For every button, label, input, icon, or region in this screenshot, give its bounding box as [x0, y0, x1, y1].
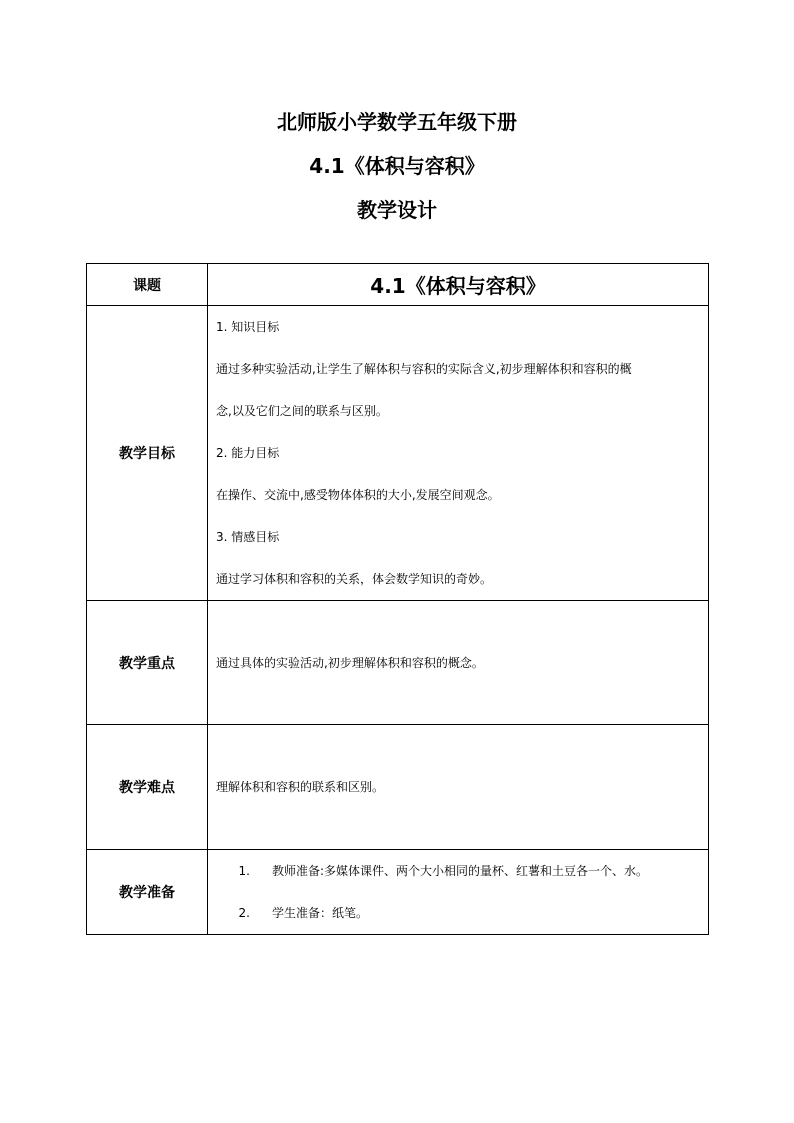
subject-label: 课题	[87, 264, 208, 306]
list-item-number: 1.	[238, 864, 250, 878]
objective-heading-knowledge: 1. 知识目标	[216, 320, 280, 334]
lesson-title: 4.1《体积与容积》	[309, 154, 485, 178]
preparation-content	[208, 850, 709, 935]
list-item-text: 学生准备：纸笔。	[272, 906, 369, 920]
preparation-label: 教学准备	[87, 850, 208, 935]
difficulties-text: 理解体积和容积的联系和区别。	[216, 780, 385, 794]
objectives-content	[208, 306, 709, 601]
table-row-subject	[87, 264, 709, 306]
difficulties-label: 教学难点	[87, 725, 208, 850]
objective-heading-ability: 2. 能力目标	[216, 446, 280, 460]
table-row-difficulties	[87, 725, 709, 850]
key-points-content	[208, 601, 709, 725]
document-header	[0, 100, 794, 232]
list-item	[216, 892, 702, 934]
objective-heading-emotion: 3. 情感目标	[216, 530, 280, 544]
objective-text-line: 在操作、交流中,感受物体体积的大小,发展空间观念。	[216, 488, 500, 502]
document-type-title: 教学设计	[357, 198, 437, 222]
list-item-number: 2.	[238, 906, 250, 920]
key-points-text: 通过具体的实验活动,初步理解体积和容积的概念。	[216, 655, 484, 670]
key-points-label: 教学重点	[87, 601, 208, 725]
textbook-title: 北师版小学数学五年级下册	[277, 110, 517, 134]
list-item-text: 教师准备:多媒体课件、两个大小相同的量杯、红薯和土豆各一个、水。	[272, 864, 649, 878]
subject-value: 4.1《体积与容积》	[208, 264, 709, 306]
table-row-key-points	[87, 601, 709, 725]
table-row-preparation	[87, 850, 709, 935]
objective-text-line: 念,以及它们之间的联系与区别。	[216, 404, 388, 418]
list-item	[216, 850, 702, 892]
table-row-objectives	[87, 306, 709, 601]
lesson-plan-table	[86, 263, 709, 935]
objectives-label: 教学目标	[87, 306, 208, 601]
objective-text-line: 通过多种实验活动,让学生了解体积与容积的实际含义,初步理解体积和容积的概	[216, 362, 632, 376]
objective-text-line: 通过学习体积和容积的关系，体会数学知识的奇妙。	[216, 572, 493, 586]
difficulties-content	[208, 725, 709, 850]
